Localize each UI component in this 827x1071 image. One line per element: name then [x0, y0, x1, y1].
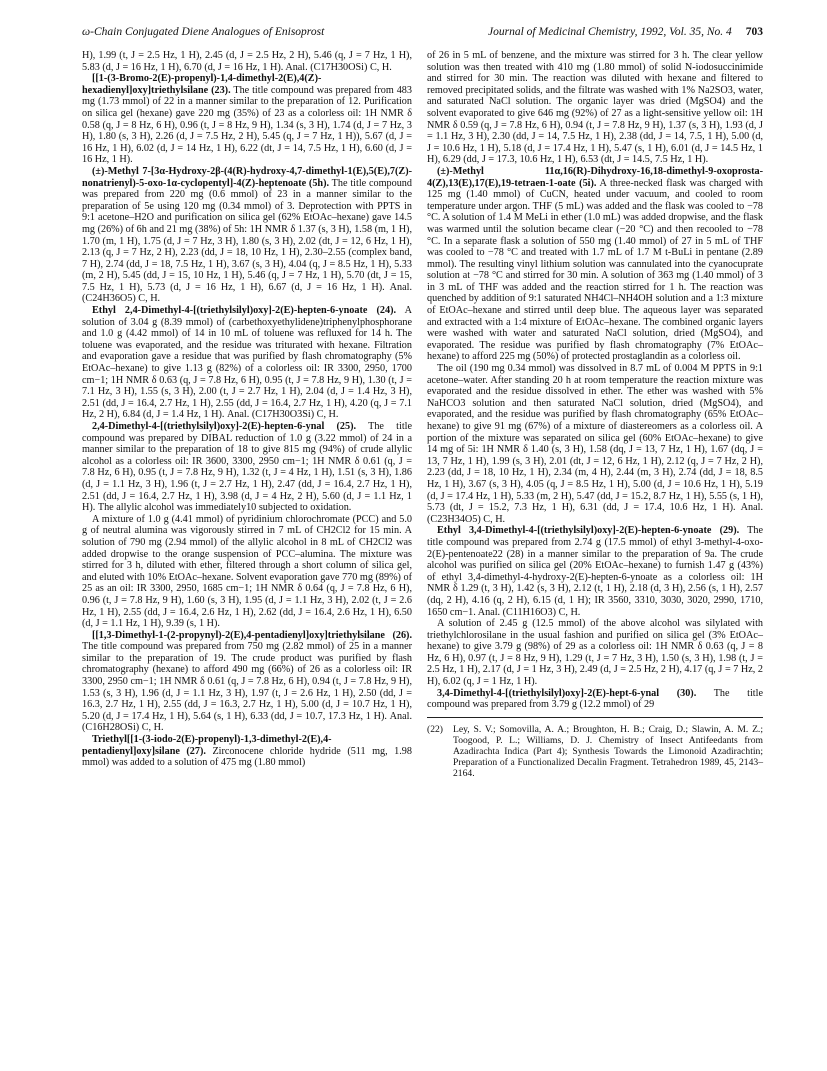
paragraph: A mixture of 1.0 g (4.41 mmol) of pyridinium chlorochromate (PCC) and 5.0 g of neutral alumina was vigorously stirred in 7 mL of CH2Cl2 for 15 min. A solution of 790 mg (2.94 mmol) of the allylic alcohol in 8 mL of CH2Cl2 was added dropwise to the orange suspension of PCC–alumina. The mixture was stirred for 3 h, diluted with ether, filtered through a short column of silica gel, and eluted with 10% EtOAc–hexane. Solvent evaporation gave 770 mg (89%) of 25 as an oil: IR 3300, 2950, 1685 cm−1; 1H NMR δ 0.64 (q, J = 7.8 Hz, 6 H), 0.96 (t, J = 7.8 Hz, 9 H), 1.60 (s, 3 H), 1.95 (d, J = 1.1 Hz, 3 H), 2.02 (t, J = 2.6 Hz, 1 H), 2.55 (dd, J = 16.4, 2.6 Hz, 1 H), 2.62 (dd, J = 16.4, 2.6 Hz, 1 H), 6.50 (d, J = 1.1 Hz, 1 H), 9.39 (s, 1 H). [82, 513, 412, 630]
paragraph: Ethyl 2,4-Dimethyl-4-[(triethylsilyl)oxy]-2(E)-hepten-6-ynoate (24). A solution of 3.04 g (8.39 mmol) of (carbethoxyethylidene)triphenylphosphorane and 1.0 g (4.42 mmol) of 14 in 10 mL of toluene was refluxed for 14 h. The toluene was evaporated, and the residue was triturated with hexane. Filtration and evaporation gave a residue that was purified by flash chromatography (5% EtOAc–hexane) to give 1.13 g (82%) of a colorless oil: IR 3300, 2950, 1700 cm−1; 1H NMR δ 0.63 (q, J = 7.8 Hz, 6 H), 0.95 (t, J = 7.8 Hz, 9 H), 1.30 (t, J = 7.1 Hz, 3 H), 1.55 (s, 3 H), 2.00 (t, J = 2.7 Hz, 1 H), 2.04 (d, J = 1.4 Hz, 3 H), 2.51 (dd, J = 16.4, 2.7 Hz, 1 H), 2.55 (dd, J = 16.4, 2.7 Hz, 1 H), 4.20 (q, J = 7.1 Hz, 2 H), 6.84 (d, J = 1.4 Hz, 1 H). Anal. (C17H30O3Si) C, H. [82, 305, 413, 421]
paragraph: 3,4-Dimethyl-4-[(triethylsilyl)oxy]-2(E)-hept-6-ynal (30). The title compound was prepared from 3.79 g (12.2 mmol) of 29 [427, 687, 763, 711]
running-title: ω-Chain Conjugated Diene Analogues of Enisoprost [82, 26, 325, 38]
footnote-text: Ley, S. V.; Somovilla, A. A.; Broughton, H. B.; Craig, D.; Slawin, A. M. Z.; Toogood, P. L.; Williams, D. J. Chemistry of Insect Antifeedants from Azadirachta Indica (Part 4); Synthesis Towards the Limonoid Azadirachtin; Preparation of a Functionalized Decalin Fragment. Tetrahedron 1989, 45, 2143–2164. [453, 723, 763, 779]
journal-citation: Journal of Medicinal Chemistry, 1992, Vol. 35, No. 4 [488, 26, 732, 38]
footnote-divider [427, 717, 763, 718]
paragraph: (±)-Methyl 7-[3α-Hydroxy-2β-(4(R)-hydroxy-4,7-dimethyl-1(E),5(E),7(Z)-nonatrienyl)-5-oxo-1α-cyclopentyl]-4(Z)-heptenoate (5h). The title compound was prepared from 220 mg (0.6 mmol) of 23 in a manner similar to the preparation of 5e using 120 mg (0.34 mmol) of 3. Deprotection with PPTS in 9:1 acetone–H2O and purification on silica gel (62% EtOAc–hexane) gave 14.5 mg (26%) of 6h and 21 mg (38%) of 5h: 1H NMR δ 1.37 (s, 3 H), 1.58 (m, 1 H), 1.70 (m, 1 H), 1.75 (d, J = 7 Hz, 3 H), 1.80 (s, 3 H), 2.02 (dt, J = 12, 6 Hz, 1 H), 2.13 (q, J = 7 Hz, 2 H), 2.23 (dd, J = 18, 10 Hz, 1 H), 2.30–2.55 (complex band, 7 H), 2.74 (dd, J = 18, 7.5 Hz, 1 H), 3.67 (s, 3 H), 4.04 (q, J = 8.5 Hz, 1 H), 5.33 (m, 2 H), 5.45 (dd, J = 15, 10 Hz, 1 H), 5.46 (q, J = 7 Hz, 1 H), 5.70 (dt, J = 15, 7.5 Hz, 1 H), 5.73 (d, J = 16 Hz, 1 H), 6.67 (d, J = 16 Hz, 1 H). Anal. (C24H36O5) C, H. [82, 165, 412, 305]
footnote-number: (22) [427, 723, 443, 735]
page-number: 703 [745, 26, 763, 38]
paragraph: (±)-Methyl 11α,16(R)-Dihydroxy-16,18-dimethyl-9-oxoprosta-4(Z),13(E),17(E),19-tetraen-1-oate (5i). A three-necked flask was charged with 125 mg (1.40 mmol) of CuCN, heated under vacuum, and cooled to room temperature under argon. THF (5 mL) was added and the flask was cooled to −78 °C. A solution of 1.4 M MeLi in ether (1.0 mL) was added dropwise, and the flask was warmed until the solution became clear (−20 °C) and then recooled to −78 °C. In a separate flask a solution of 550 mg (1.40 mmol) of 27 in 5 mL of THF was cooled to −78 °C and treated with 1.7 mL of 1.7 M t-BuLi in pentane (2.89 mmol). The resulting vinyl lithium solution was cannulated into the cyanocuprate solution at −78 °C and stirred for 30 min. A solution of 363 mg (1.40 mmol) of 3 in 3 mL of THF was added and the reaction stirred for 1 h. The reaction was quenched by addition of 9:1 saturated NH4Cl–NH4OH solution and a 1:3 mixture of EtOAc–hexane and stirred until deep blue. The aqueous layer was separated and extracted with a 1:4 mixture of EtOAc–hexane. The combined organic layers were washed with water and saturated NaCl solution, dried (MgSO4), and evaporated. The residue was purified by flash chromatography (7% EtOAc–hexane) to afford 225 mg (50%) of protected prostaglandin as a colorless oil. [427, 165, 763, 363]
paragraph: 2,4-Dimethyl-4-[(triethylsilyl)oxy]-2(E)-hepten-6-ynal (25). The title compound was prepared by DIBAL reduction of 1.0 g (3.22 mmol) of 24 in a manner similar to the preparation of 18 to give 815 mg (94%) of crude allylic alcohol as a colorless oil: IR 3600, 3300, 2950 cm−1; 1H NMR δ 0.61 (q, J = 7.8 Hz, 6 H), 0.95 (t, J = 7.8 Hz, 9 H), 1.32 (t, J = 4 Hz, 1 H), 1.51 (s, 3 H), 1.86 (d, J = 1.1 Hz, 3 H), 1.96 (t, J = 2.7 Hz, 1 H), 2.47 (dd, J = 16.4, 2.7 Hz, 1 H), 2.51 (dd, J = 16.4, 2.7 Hz, 1 H), 3.98 (d, J = 4 Hz, 2 H), 5.60 (d, J = 1.1 Hz, 1 H). The allylic alcohol was immediately10 subjected to oxidation. [82, 421, 412, 514]
paragraph: [[1,3-Dimethyl-1-(2-propynyl)-2(E),4-pentadienyl]oxy]triethylsilane (26). The title compound was prepared from 750 mg (2.82 mmol) of 25 in a manner similar to the preparation of 19. The crude product was purified by flash chromatography (hexane) to afford 490 mg (66%) of 26 as a colorless oil: IR 3300, 2950 cm−1; 1H NMR δ 0.61 (q, J = 7.8 Hz, 6 H), 0.94 (t, J = 7.8 Hz, 9 H), 1.53 (s, 3 H), 1.96 (d, J = 1.1 Hz, 3 H), 1.97 (t, J = 2.6 Hz, 1 H), 2.50 (dd, J = 16.3, 2.7 Hz, 1 H), 2.55 (dd, J = 16.3, 2.7 Hz, 1 H), 5.00 (d, J = 10.7 Hz, 1 H), 5.20 (d, J = 17.4 Hz, 1 H), 5.64 (s, 1 H), 6.33 (dd, J = 10.7, 17.3 Hz, 1 H). Anal. (C16H28OSi) C, H. [82, 629, 412, 734]
paragraph: H), 1.99 (t, J = 2.5 Hz, 1 H), 2.45 (d, J = 2.5 Hz, 2 H), 5.46 (q, J = 7 Hz, 1 H), 5.83 (d, J = 16 Hz, 1 H), 6.70 (d, J = 16 Hz, 1 H). Anal. (C17H30OSi) C, H. [82, 50, 412, 73]
left-column [82, 50, 412, 769]
paragraph: Triethyl[[1-(3-iodo-2(E)-propenyl)-1,3-dimethyl-2(E),4-pentadienyl]oxy]silane (27). Zirconocene chloride hydride (511 mg, 1.98 mmol) was added to a solution of 475 mg (1.80 mmol) [82, 734, 412, 769]
paragraph: of 26 in 5 mL of benzene, and the mixture was stirred for 3 h. The clear yellow solution was then treated with 410 mg (1.80 mmol) of solid N-iodosuccinimide and stirred for 30 min. The reaction was diluted with hexane and filtered to removed precipitated solids, and the filtrate was washed with 1% Na2SO3, water, and saturated NaCl solution. The organic layer was dried (MgSO4) and the solvent evaporated to give 646 mg (92%) of 27 as a light-sensitive yellow oil: 1H NMR δ 0.59 (q, J = 7.8 Hz, 6 H), 0.94 (t, J = 7.8 Hz, 9 H), 1.37 (s, 3 H), 1.93 (d, J = 1.1 Hz, 3 H), 2.30 (dd, J = 14, 7.5 Hz, 1 H), 2.38 (dd, J = 14, 7.5, 1 H), 5.00 (d, J = 10.6 Hz, 1 H), 5.18 (d, J = 17.4 Hz, 1 H), 5.47 (s, 1 H), 6.01 (d, J = 14.5 Hz, 1 H), 6.29 (dd, J = 17.3, 10.6 Hz, 1 H), 6.53 (dt, J = 14.5, 7.5 Hz, 1 H). [427, 50, 763, 166]
paragraph: [[1-(3-Bromo-2(E)-propenyl)-1,4-dimethyl-2(E),4(Z)-hexadienyl]oxy]triethylsilane (23). The title compound was prepared from 483 mg (1.73 mmol) of 22 in a manner similar to the preparation of 12. Purification on silica gel (hexane) gave 220 mg (35%) of 23 as a colorless oil: 1H NMR δ 0.58 (q, J = 8 Hz, 6 H), 0.96 (t, J = 8 Hz, 9 H), 1.34 (s, 3 H), 1.74 (d, J = 7 Hz, 3 H), 1.80 (s, 3 H), 2.26 (d, J = 7.5 Hz, 2 H), 5.45 (q, J = 7 Hz, 1 H)), 5.67 (d, J = 16 Hz, 1 H), 6.02 (d, J = 14 Hz, 1 H), 6.22 (dt, J = 14, 7.5 Hz, 1 H), 6.60 (d, J = 16 Hz, 1 H). [82, 73, 412, 166]
running-header [82, 26, 763, 46]
paragraph: The oil (190 mg 0.34 mmol) was dissolved in 8.7 mL of 0.004 M PPTS in 9:1 acetone–water. After standing 20 h at room temperature the reaction mixture was evaporated and the residue dissolved in ether. The ether was washed with 5% NaHCO3 solution and then saturated NaCl solution, dried (MgSO4), and evaporated, and the residue was purified by flash chromatography (65% EtOAc–hexane) to give 91 mg (67%) of a mixture of diastereomers as a colorless oil. A portion of the mixture was separated on silica gel (60% EtOAc–hexane) to give 14 mg of 5i: 1H NMR δ 1.40 (s, 3 H), 1.58 (dq, J = 13, 7 Hz, 1 H), 1.67 (dq, J = 13, 7 Hz, 1 H), 1.99 (s, 3 H), 2.01 (dt, J = 12, 6 Hz, 1 H), 2.12 (q, J = 7 Hz, 2 H), 2.23 (dd, J = 18, 10 Hz, 1 H), 2.34 (m, 4 H), 2.44 (m, 3 H), 2.74 (dd, J = 18, 8.5 Hz, 1 H), 3.67 (s, 3 H), 4.05 (q, J = 8.5 Hz, 1 H), 5.00 (d, J = 10.6 Hz, 1 H), 5.19 (d, J = 17.4 Hz, 1 H), 5.33 (m, 2 H), 5.47 (dd, J = 15.2, 8.7 Hz, 1 H), 5.55 (s, 1 H), 5.73 (dt, J = 15.2, 7.3 Hz, 1 H), 6.31 (dd, J = 17.4, 10.6 Hz, 1 H). Anal. (C23H34O5) C, H. [427, 363, 763, 525]
paragraph: Ethyl 3,4-Dimethyl-4-[(triethylsilyl)oxy]-2(E)-hepten-6-ynoate (29). The title compound was prepared from 2.74 g (17.5 mmol) of ethyl 3-methyl-4-oxo-2(E)-pentenoate22 (28) in a manner similar to the preparation of 9a. The crude alcohol was purified on silica gel (20% EtOAc–hexane) to furnish 1.47 g (43%) of ethyl 3,4-dimethyl-4-hydroxy-2(E)-hepten-6-ynoate as a colorless oil: 1H NMR δ 1.29 (t, 3 H), 1.42 (s, 3 H), 2.12 (t, 1 H), 2.18 (d, 3 H), 2.56 (s, 1 H), 2.57 (dq, 2 H), 4.16 (q, 2 H), 6.15 (d, 1 H); IR 3560, 3310, 3030, 3020, 2990, 1710, 1650 cm−1. Anal. (C11H16O3) C, H. [427, 525, 763, 618]
footnote [427, 724, 763, 779]
paragraph: A solution of 2.45 g (12.5 mmol) of the above alcohol was silylated with triethylchlorosilane in the usual fashion and purified on silica gel (3% EtOAc–hexane) to give 3.79 g (98%) of 29 as a colorless oil: 1H NMR δ 0.63 (q, J = 8 Hz, 6 H), 0.97 (t, J = 8 Hz, 9 H), 1.29 (t, J = 7 Hz, 3 H), 1.50 (s, 3 H), 1.98 (t, J = 2.5 Hz, 1 H), 2.17 (d, J = 1 Hz, 3 H), 2.49 (d, J = 2.5 Hz, 2 H), 4.17 (q, J = 7 Hz, 2 H), 6.02 (q, J = 1 Hz, 1 H). [427, 618, 763, 688]
right-column [427, 50, 763, 779]
